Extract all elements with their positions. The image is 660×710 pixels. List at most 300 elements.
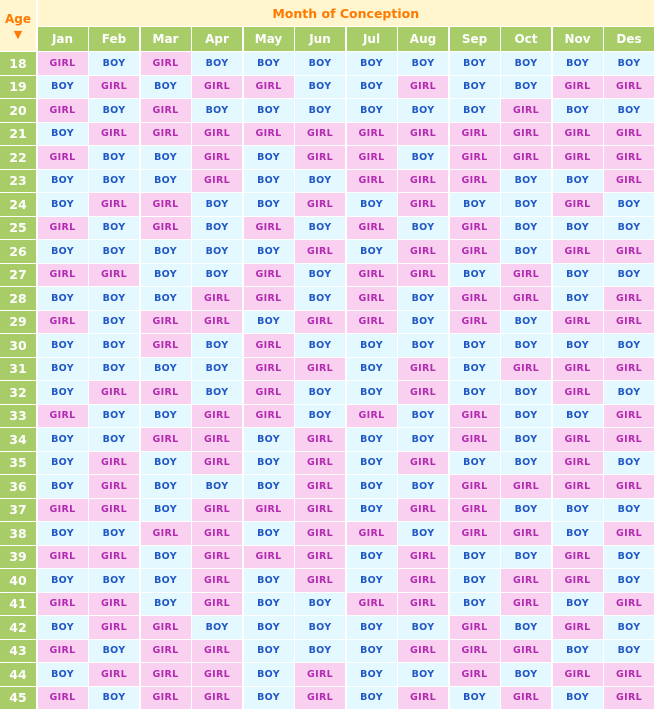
- girl-cell: GIRL: [192, 170, 242, 193]
- boy-cell: BOY: [398, 99, 448, 122]
- girl-cell: GIRL: [38, 640, 88, 663]
- age-label-19: 19: [0, 76, 36, 99]
- girl-cell: GIRL: [347, 311, 397, 334]
- girl-cell: GIRL: [501, 593, 551, 616]
- girl-cell: GIRL: [398, 499, 448, 522]
- girl-cell: GIRL: [192, 452, 242, 475]
- boy-cell: BOY: [347, 76, 397, 99]
- girl-cell: GIRL: [604, 687, 654, 710]
- age-label-27: 27: [0, 264, 36, 287]
- boy-cell: BOY: [141, 264, 191, 287]
- girl-cell: GIRL: [398, 546, 448, 569]
- girl-cell: GIRL: [604, 475, 654, 498]
- girl-cell: GIRL: [553, 311, 603, 334]
- boy-cell: BOY: [38, 334, 88, 357]
- boy-cell: BOY: [501, 381, 551, 404]
- boy-cell: BOY: [192, 334, 242, 357]
- girl-cell: GIRL: [553, 381, 603, 404]
- girl-cell: GIRL: [604, 311, 654, 334]
- girl-cell: GIRL: [553, 358, 603, 381]
- girl-cell: GIRL: [244, 358, 294, 381]
- girl-cell: GIRL: [38, 546, 88, 569]
- age-label-22: 22: [0, 146, 36, 169]
- girl-cell: GIRL: [450, 499, 500, 522]
- boy-cell: BOY: [501, 240, 551, 263]
- boy-cell: BOY: [553, 522, 603, 545]
- boy-cell: BOY: [89, 146, 139, 169]
- boy-cell: BOY: [604, 640, 654, 663]
- girl-cell: GIRL: [604, 522, 654, 545]
- girl-cell: GIRL: [244, 381, 294, 404]
- girl-cell: GIRL: [89, 452, 139, 475]
- boy-cell: BOY: [192, 475, 242, 498]
- girl-cell: GIRL: [398, 240, 448, 263]
- girl-cell: GIRL: [89, 76, 139, 99]
- girl-cell: GIRL: [501, 522, 551, 545]
- girl-cell: GIRL: [450, 217, 500, 240]
- boy-cell: BOY: [450, 99, 500, 122]
- girl-cell: GIRL: [244, 405, 294, 428]
- boy-cell: BOY: [89, 569, 139, 592]
- month-header-feb: Feb: [89, 27, 139, 51]
- boy-cell: BOY: [501, 52, 551, 75]
- boy-cell: BOY: [398, 146, 448, 169]
- girl-cell: GIRL: [553, 452, 603, 475]
- boy-cell: BOY: [192, 99, 242, 122]
- boy-cell: BOY: [347, 569, 397, 592]
- month-header-mar: Mar: [141, 27, 191, 51]
- month-header-jul: Jul: [347, 27, 397, 51]
- age-label-21: 21: [0, 123, 36, 146]
- boy-cell: BOY: [89, 217, 139, 240]
- girl-cell: GIRL: [244, 264, 294, 287]
- boy-cell: BOY: [38, 170, 88, 193]
- girl-cell: GIRL: [295, 522, 345, 545]
- boy-cell: BOY: [450, 452, 500, 475]
- girl-cell: GIRL: [553, 663, 603, 686]
- age-label-38: 38: [0, 522, 36, 545]
- boy-cell: BOY: [38, 193, 88, 216]
- boy-cell: BOY: [450, 546, 500, 569]
- age-label-35: 35: [0, 452, 36, 475]
- age-label-32: 32: [0, 381, 36, 404]
- boy-cell: BOY: [501, 170, 551, 193]
- girl-cell: GIRL: [295, 146, 345, 169]
- girl-cell: GIRL: [89, 193, 139, 216]
- girl-cell: GIRL: [38, 264, 88, 287]
- girl-cell: GIRL: [398, 76, 448, 99]
- girl-cell: GIRL: [141, 52, 191, 75]
- boy-cell: BOY: [553, 593, 603, 616]
- boy-cell: BOY: [244, 99, 294, 122]
- boy-cell: BOY: [553, 499, 603, 522]
- boy-cell: BOY: [38, 452, 88, 475]
- boy-cell: BOY: [604, 193, 654, 216]
- girl-cell: GIRL: [398, 123, 448, 146]
- boy-cell: BOY: [501, 616, 551, 639]
- boy-cell: BOY: [38, 287, 88, 310]
- age-label-36: 36: [0, 475, 36, 498]
- girl-cell: GIRL: [604, 405, 654, 428]
- boy-cell: BOY: [604, 52, 654, 75]
- girl-cell: GIRL: [192, 640, 242, 663]
- girl-cell: GIRL: [347, 287, 397, 310]
- boy-cell: BOY: [347, 52, 397, 75]
- month-header-oct: Oct: [501, 27, 551, 51]
- boy-cell: BOY: [38, 123, 88, 146]
- boy-cell: BOY: [398, 311, 448, 334]
- age-label-24: 24: [0, 193, 36, 216]
- boy-cell: BOY: [347, 358, 397, 381]
- boy-cell: BOY: [244, 522, 294, 545]
- girl-cell: GIRL: [501, 358, 551, 381]
- girl-cell: GIRL: [347, 217, 397, 240]
- girl-cell: GIRL: [89, 123, 139, 146]
- girl-cell: GIRL: [295, 311, 345, 334]
- girl-cell: GIRL: [604, 146, 654, 169]
- boy-cell: BOY: [244, 616, 294, 639]
- boy-cell: BOY: [501, 217, 551, 240]
- boy-cell: BOY: [347, 616, 397, 639]
- girl-cell: GIRL: [38, 687, 88, 710]
- girl-cell: GIRL: [192, 522, 242, 545]
- boy-cell: BOY: [553, 217, 603, 240]
- girl-cell: GIRL: [604, 123, 654, 146]
- girl-cell: GIRL: [398, 452, 448, 475]
- girl-cell: GIRL: [141, 193, 191, 216]
- girl-cell: GIRL: [38, 217, 88, 240]
- boy-cell: BOY: [604, 381, 654, 404]
- boy-cell: BOY: [38, 616, 88, 639]
- boy-cell: BOY: [89, 99, 139, 122]
- boy-cell: BOY: [244, 311, 294, 334]
- boy-cell: BOY: [295, 99, 345, 122]
- girl-cell: GIRL: [295, 452, 345, 475]
- boy-cell: BOY: [38, 475, 88, 498]
- girl-cell: GIRL: [347, 170, 397, 193]
- girl-cell: GIRL: [244, 123, 294, 146]
- boy-cell: BOY: [604, 217, 654, 240]
- boy-cell: BOY: [553, 334, 603, 357]
- boy-cell: BOY: [347, 546, 397, 569]
- boy-cell: BOY: [553, 99, 603, 122]
- girl-cell: GIRL: [604, 76, 654, 99]
- boy-cell: BOY: [141, 499, 191, 522]
- girl-cell: GIRL: [141, 217, 191, 240]
- boy-cell: BOY: [604, 569, 654, 592]
- boy-cell: BOY: [450, 569, 500, 592]
- age-column-header: [0, 0, 36, 51]
- age-label-41: 41: [0, 593, 36, 616]
- girl-cell: GIRL: [604, 240, 654, 263]
- boy-cell: BOY: [553, 170, 603, 193]
- girl-cell: GIRL: [450, 240, 500, 263]
- age-label-42: 42: [0, 616, 36, 639]
- girl-cell: GIRL: [450, 405, 500, 428]
- boy-cell: BOY: [553, 287, 603, 310]
- boy-cell: BOY: [347, 240, 397, 263]
- girl-cell: GIRL: [192, 405, 242, 428]
- age-label-45: 45: [0, 687, 36, 710]
- boy-cell: BOY: [192, 358, 242, 381]
- boy-cell: BOY: [89, 52, 139, 75]
- girl-cell: GIRL: [398, 264, 448, 287]
- age-label-29: 29: [0, 311, 36, 334]
- girl-cell: GIRL: [450, 616, 500, 639]
- girl-cell: GIRL: [141, 428, 191, 451]
- boy-cell: BOY: [501, 546, 551, 569]
- girl-cell: GIRL: [89, 264, 139, 287]
- age-label-44: 44: [0, 663, 36, 686]
- girl-cell: GIRL: [398, 170, 448, 193]
- girl-cell: GIRL: [398, 381, 448, 404]
- boy-cell: BOY: [501, 334, 551, 357]
- girl-cell: GIRL: [450, 663, 500, 686]
- boy-cell: BOY: [604, 616, 654, 639]
- boy-cell: BOY: [89, 687, 139, 710]
- girl-cell: GIRL: [553, 428, 603, 451]
- boy-cell: BOY: [604, 99, 654, 122]
- boy-cell: BOY: [501, 405, 551, 428]
- boy-cell: BOY: [450, 381, 500, 404]
- boy-cell: BOY: [244, 240, 294, 263]
- girl-cell: GIRL: [450, 146, 500, 169]
- girl-cell: GIRL: [398, 358, 448, 381]
- girl-cell: GIRL: [398, 640, 448, 663]
- girl-cell: GIRL: [553, 569, 603, 592]
- girl-cell: GIRL: [553, 546, 603, 569]
- boy-cell: BOY: [38, 428, 88, 451]
- boy-cell: BOY: [192, 240, 242, 263]
- boy-cell: BOY: [192, 217, 242, 240]
- boy-cell: BOY: [89, 170, 139, 193]
- girl-cell: GIRL: [192, 546, 242, 569]
- boy-cell: BOY: [604, 452, 654, 475]
- boy-cell: BOY: [398, 475, 448, 498]
- boy-cell: BOY: [553, 52, 603, 75]
- girl-cell: GIRL: [141, 123, 191, 146]
- month-header-des: Des: [604, 27, 654, 51]
- month-header-nov: Nov: [553, 27, 603, 51]
- girl-cell: GIRL: [244, 334, 294, 357]
- girl-cell: GIRL: [295, 123, 345, 146]
- boy-cell: BOY: [141, 452, 191, 475]
- boy-cell: BOY: [244, 475, 294, 498]
- girl-cell: GIRL: [295, 358, 345, 381]
- girl-cell: GIRL: [450, 640, 500, 663]
- month-header-jun: Jun: [295, 27, 345, 51]
- girl-cell: GIRL: [347, 146, 397, 169]
- girl-cell: GIRL: [347, 522, 397, 545]
- boy-cell: BOY: [398, 334, 448, 357]
- month-header-jan: Jan: [38, 27, 88, 51]
- girl-cell: GIRL: [141, 99, 191, 122]
- girl-cell: GIRL: [141, 616, 191, 639]
- girl-cell: GIRL: [141, 663, 191, 686]
- boy-cell: BOY: [38, 522, 88, 545]
- boy-cell: BOY: [604, 334, 654, 357]
- girl-cell: GIRL: [604, 593, 654, 616]
- girl-cell: GIRL: [501, 687, 551, 710]
- girl-cell: GIRL: [604, 358, 654, 381]
- boy-cell: BOY: [244, 52, 294, 75]
- age-label-28: 28: [0, 287, 36, 310]
- boy-cell: BOY: [347, 334, 397, 357]
- boy-cell: BOY: [501, 499, 551, 522]
- boy-cell: BOY: [244, 663, 294, 686]
- boy-cell: BOY: [295, 334, 345, 357]
- girl-cell: GIRL: [450, 311, 500, 334]
- girl-cell: GIRL: [295, 475, 345, 498]
- boy-cell: BOY: [244, 640, 294, 663]
- boy-cell: BOY: [295, 217, 345, 240]
- age-label-31: 31: [0, 358, 36, 381]
- girl-cell: GIRL: [501, 640, 551, 663]
- month-of-conception-title: Month of Conception: [38, 0, 655, 26]
- boy-cell: BOY: [450, 593, 500, 616]
- girl-cell: GIRL: [38, 311, 88, 334]
- month-header-aug: Aug: [398, 27, 448, 51]
- boy-cell: BOY: [347, 428, 397, 451]
- month-header-apr: Apr: [192, 27, 242, 51]
- boy-cell: BOY: [192, 193, 242, 216]
- boy-cell: BOY: [89, 240, 139, 263]
- boy-cell: BOY: [501, 311, 551, 334]
- boy-cell: BOY: [501, 663, 551, 686]
- girl-cell: GIRL: [398, 569, 448, 592]
- boy-cell: BOY: [192, 381, 242, 404]
- girl-cell: GIRL: [553, 123, 603, 146]
- month-header-may: May: [244, 27, 294, 51]
- boy-cell: BOY: [244, 452, 294, 475]
- girl-cell: GIRL: [553, 240, 603, 263]
- girl-cell: GIRL: [89, 499, 139, 522]
- girl-cell: GIRL: [450, 170, 500, 193]
- boy-cell: BOY: [295, 287, 345, 310]
- girl-cell: GIRL: [501, 569, 551, 592]
- boy-cell: BOY: [398, 52, 448, 75]
- girl-cell: GIRL: [398, 687, 448, 710]
- boy-cell: BOY: [347, 475, 397, 498]
- boy-cell: BOY: [141, 170, 191, 193]
- girl-cell: GIRL: [553, 193, 603, 216]
- boy-cell: BOY: [347, 99, 397, 122]
- boy-cell: BOY: [295, 170, 345, 193]
- boy-cell: BOY: [450, 334, 500, 357]
- girl-cell: GIRL: [192, 428, 242, 451]
- boy-cell: BOY: [141, 240, 191, 263]
- girl-cell: GIRL: [38, 405, 88, 428]
- boy-cell: BOY: [38, 76, 88, 99]
- boy-cell: BOY: [295, 593, 345, 616]
- girl-cell: GIRL: [89, 616, 139, 639]
- boy-cell: BOY: [398, 405, 448, 428]
- age-label-25: 25: [0, 217, 36, 240]
- girl-cell: GIRL: [450, 428, 500, 451]
- girl-cell: GIRL: [89, 663, 139, 686]
- girl-cell: GIRL: [501, 287, 551, 310]
- boy-cell: BOY: [553, 264, 603, 287]
- boy-cell: BOY: [450, 193, 500, 216]
- girl-cell: GIRL: [553, 76, 603, 99]
- boy-cell: BOY: [141, 475, 191, 498]
- boy-cell: BOY: [347, 663, 397, 686]
- girl-cell: GIRL: [604, 170, 654, 193]
- girl-cell: GIRL: [553, 146, 603, 169]
- boy-cell: BOY: [38, 569, 88, 592]
- boy-cell: BOY: [89, 287, 139, 310]
- age-label-26: 26: [0, 240, 36, 263]
- girl-cell: GIRL: [244, 76, 294, 99]
- boy-cell: BOY: [553, 405, 603, 428]
- boy-cell: BOY: [450, 687, 500, 710]
- girl-cell: GIRL: [141, 381, 191, 404]
- girl-cell: GIRL: [398, 593, 448, 616]
- age-label-37: 37: [0, 499, 36, 522]
- girl-cell: GIRL: [398, 193, 448, 216]
- girl-cell: GIRL: [347, 405, 397, 428]
- girl-cell: GIRL: [38, 593, 88, 616]
- boy-cell: BOY: [347, 452, 397, 475]
- boy-cell: BOY: [192, 264, 242, 287]
- girl-cell: GIRL: [501, 264, 551, 287]
- boy-cell: BOY: [398, 663, 448, 686]
- girl-cell: GIRL: [244, 546, 294, 569]
- girl-cell: GIRL: [295, 193, 345, 216]
- boy-cell: BOY: [347, 499, 397, 522]
- sort-down-arrow-icon: ▼: [13, 27, 23, 41]
- age-label-30: 30: [0, 334, 36, 357]
- boy-cell: BOY: [141, 287, 191, 310]
- girl-cell: GIRL: [141, 640, 191, 663]
- girl-cell: GIRL: [192, 123, 242, 146]
- boy-cell: BOY: [604, 499, 654, 522]
- girl-cell: GIRL: [450, 522, 500, 545]
- boy-cell: BOY: [450, 52, 500, 75]
- boy-cell: BOY: [141, 146, 191, 169]
- girl-cell: GIRL: [38, 99, 88, 122]
- boy-cell: BOY: [398, 522, 448, 545]
- girl-cell: GIRL: [604, 428, 654, 451]
- boy-cell: BOY: [38, 381, 88, 404]
- boy-cell: BOY: [244, 193, 294, 216]
- boy-cell: BOY: [141, 76, 191, 99]
- boy-cell: BOY: [89, 311, 139, 334]
- age-label-40: 40: [0, 569, 36, 592]
- girl-cell: GIRL: [192, 287, 242, 310]
- girl-cell: GIRL: [141, 334, 191, 357]
- boy-cell: BOY: [450, 76, 500, 99]
- boy-cell: BOY: [553, 640, 603, 663]
- girl-cell: GIRL: [192, 499, 242, 522]
- boy-cell: BOY: [398, 287, 448, 310]
- boy-cell: BOY: [38, 358, 88, 381]
- boy-cell: BOY: [141, 569, 191, 592]
- girl-cell: GIRL: [38, 52, 88, 75]
- girl-cell: GIRL: [347, 123, 397, 146]
- girl-cell: GIRL: [244, 287, 294, 310]
- month-header-sep: Sep: [450, 27, 500, 51]
- boy-cell: BOY: [501, 193, 551, 216]
- boy-cell: BOY: [192, 52, 242, 75]
- boy-cell: BOY: [89, 334, 139, 357]
- boy-cell: BOY: [295, 264, 345, 287]
- boy-cell: BOY: [244, 428, 294, 451]
- age-label-23: 23: [0, 170, 36, 193]
- girl-cell: GIRL: [192, 569, 242, 592]
- girl-cell: GIRL: [604, 287, 654, 310]
- boy-cell: BOY: [89, 428, 139, 451]
